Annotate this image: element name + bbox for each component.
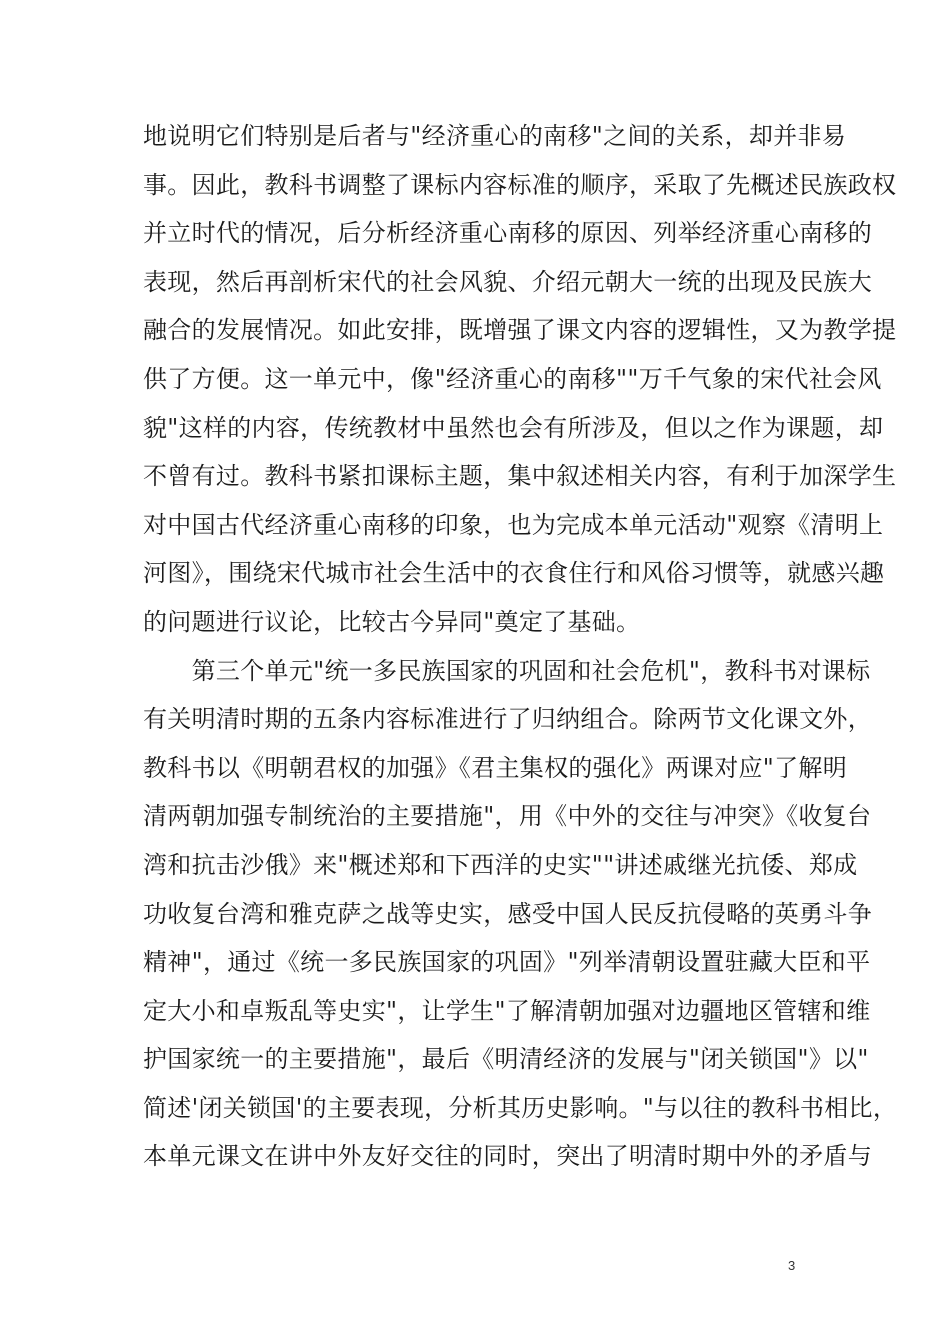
- text-line: 并立时代的情况，后分析经济重心南移的原因、列举经济重心南移的: [143, 219, 872, 248]
- text-line: 清两朝加强专制统治的主要措施"，用《中外的交往与冲突》《收复台: [143, 802, 872, 831]
- text-line: 护国家统一的主要措施"，最后《明清经济的发展与"闭关锁国"》以": [143, 1045, 869, 1074]
- text-line: 貌"这样的内容，传统教材中虽然也会有所涉及，但以之作为课题，却: [143, 413, 884, 442]
- page-number: 3: [788, 1258, 796, 1273]
- text-line: 事。因此，教科书调整了课标内容标准的顺序，采取了先概述民族政权: [143, 170, 897, 199]
- text-line: 供了方便。这一单元中，像"经济重心的南移""万千气象的宋代社会风: [143, 364, 882, 393]
- text-line: 精神"，通过《统一多民族国家的巩固》"列举清朝设置驻藏大臣和平: [143, 948, 871, 977]
- text-line: 教科书以《明朝君权的加强》《君主集权的强化》两课对应"了解明: [143, 753, 848, 782]
- text-line: 本单元课文在讲中外友好交往的同时，突出了明清时期中外的矛盾与: [143, 1142, 872, 1171]
- text-line: 地说明它们特别是后者与"经济重心的南移"之间的关系，却并非易: [143, 122, 847, 150]
- text-line: 定大小和卓叛乱等史实"，让学生"了解清朝加强对边疆地区管辖和维: [143, 996, 871, 1025]
- text-line: 表现，然后再剖析宋代的社会风貌、介绍元朝大一统的出现及民族大: [143, 267, 872, 296]
- text-line: 融合的发展情况。如此安排，既增强了课文内容的逻辑性，又为教学提: [143, 316, 897, 345]
- text-line: 对中国古代经济重心南移的印象，也为完成本单元活动"观察《清明上: [143, 510, 884, 539]
- text-line: 有关明清时期的五条内容标准进行了归纳组合。除两节文化课文外，: [143, 705, 872, 734]
- body-text: [143, 112, 898, 1181]
- text-line: 简述'闭关锁国'的主要表现，分析其历史影响。"与以往的教科书相比，: [143, 1093, 898, 1122]
- text-line: 河图》，围绕宋代城市社会生活中的衣食住行和风俗习惯等，就感兴趣: [143, 559, 885, 588]
- text-line: 的问题进行议论，比较古今异同"奠定了基础。: [143, 607, 641, 636]
- paragraph-start-line: 第三个单元"统一多民族国家的巩固和社会危机"，教科书对课标: [143, 656, 871, 685]
- text-line: 不曾有过。教科书紧扣课标主题，集中叙述相关内容，有利于加深学生: [143, 462, 897, 491]
- text-line: 湾和抗击沙俄》来"概述郑和下西洋的史实""讲述戚继光抗倭、郑成: [143, 850, 858, 879]
- text-line: 功收复台湾和雅克萨之战等史实，感受中国人民反抗侵略的英勇斗争: [143, 899, 872, 928]
